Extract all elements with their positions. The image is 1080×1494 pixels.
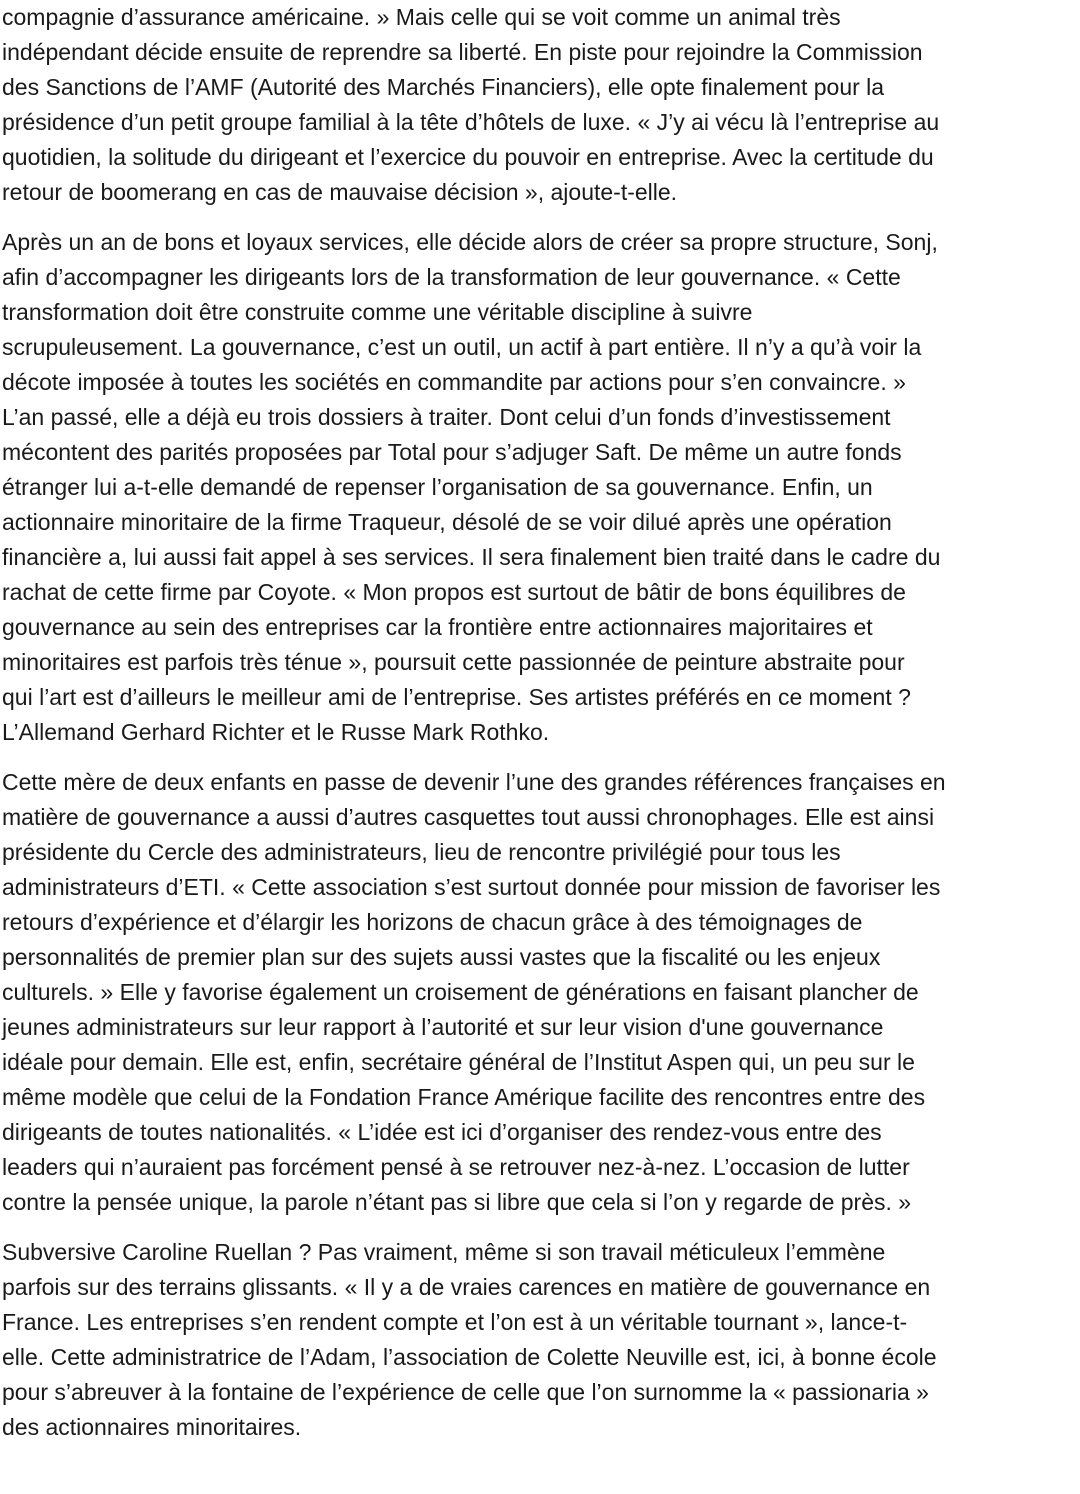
paragraph-3	[2, 765, 1078, 1220]
paragraph-4	[2, 1235, 1078, 1445]
text-line: Cette mère de deux enfants en passe de devenir l’une des grandes références françaises en	[2, 769, 946, 795]
text-line: idéale pour demain. Elle est, enfin, secrétaire général de l’Institut Aspen qui, un peu sur le	[2, 1049, 915, 1075]
text-line: matière de gouvernance a aussi d’autres casquettes tout aussi chronophages. Elle est ainsi	[2, 804, 935, 830]
paragraph-1	[2, 0, 1078, 210]
text-line: décote imposée à toutes les sociétés en commandite par actions pour s’en convaincre. »	[2, 369, 906, 395]
text-line: elle. Cette administratrice de l’Adam, l’association de Colette Neuville est, ici, à bonne école	[2, 1344, 937, 1370]
text-line: présidente du Cercle des administrateurs, lieu de rencontre privilégié pour tous les	[2, 839, 841, 865]
text-line: L’Allemand Gerhard Richter et le Russe Mark Rothko.	[2, 719, 550, 745]
text-line: même modèle que celui de la Fondation France Amérique facilite des rencontres entre des	[2, 1084, 926, 1110]
text-line: minoritaires est parfois très ténue », poursuit cette passionnée de peinture abstraite pour	[2, 649, 905, 675]
text-line: contre la pensée unique, la parole n’étant pas si libre que cela si l’on y regarde de près. »	[2, 1189, 912, 1215]
text-line: Après un an de bons et loyaux services, elle décide alors de créer sa propre structure, Sonj,	[2, 229, 938, 255]
text-line: rachat de cette firme par Coyote. « Mon propos est surtout de bâtir de bons équilibres de	[2, 579, 906, 605]
document-page	[2, 0, 1078, 1460]
text-line: actionnaire minoritaire de la firme Traqueur, désolé de se voir dilué après une opération	[2, 509, 892, 535]
text-line: indépendant décide ensuite de reprendre sa liberté. En piste pour rejoindre la Commission	[2, 39, 923, 65]
text-line: administrateurs d’ETI. « Cette association s’est surtout donnée pour mission de favoriser les	[2, 874, 941, 900]
text-line: mécontent des parités proposées par Total pour s’adjuger Saft. De même un autre fonds	[2, 439, 902, 465]
text-line: parfois sur des terrains glissants. « Il y a de vraies carences en matière de gouvernance en	[2, 1274, 931, 1300]
paragraph-2	[2, 225, 1078, 750]
text-line: France. Les entreprises s’en rendent compte et l’on est à un véritable tournant », lance-t-	[2, 1309, 908, 1335]
text-line: présidence d’un petit groupe familial à la tête d’hôtels de luxe. « J’y ai vécu là l’entreprise au	[2, 109, 940, 135]
text-line: Subversive Caroline Ruellan ? Pas vraiment, même si son travail méticuleux l’emmène	[2, 1239, 886, 1265]
text-line: qui l’art est d’ailleurs le meilleur ami de l’entreprise. Ses artistes préférés en ce moment ?	[2, 684, 911, 710]
text-line: des Sanctions de l’AMF (Autorité des Marchés Financiers), elle opte finalement pour la	[2, 74, 885, 100]
text-line: des actionnaires minoritaires.	[2, 1414, 302, 1440]
text-line: jeunes administrateurs sur leur rapport à l’autorité et sur leur vision d'une gouvernance	[2, 1014, 884, 1040]
text-line: gouvernance au sein des entreprises car la frontière entre actionnaires majoritaires et	[2, 614, 873, 640]
text-line: transformation doit être construite comme une véritable discipline à suivre	[2, 299, 753, 325]
text-line: retour de boomerang en cas de mauvaise décision », ajoute-t-elle.	[2, 179, 678, 205]
text-line: quotidien, la solitude du dirigeant et l’exercice du pouvoir en entreprise. Avec la certitude du	[2, 144, 934, 170]
text-line: scrupuleusement. La gouvernance, c’est un outil, un actif à part entière. Il n’y a qu’à voir la	[2, 334, 922, 360]
text-line: financière a, lui aussi fait appel à ses services. Il sera finalement bien traité dans le cadre du	[2, 544, 941, 570]
text-line: retours d’expérience et d’élargir les horizons de chacun grâce à des témoignages de	[2, 909, 863, 935]
text-line: dirigeants de toutes nationalités. « L’idée est ici d’organiser des rendez-vous entre des	[2, 1119, 882, 1145]
text-line: afin d’accompagner les dirigeants lors de la transformation de leur gouvernance. « Cette	[2, 264, 901, 290]
text-line: étranger lui a-t-elle demandé de repenser l’organisation de sa gouvernance. Enfin, un	[2, 474, 873, 500]
text-line: L’an passé, elle a déjà eu trois dossiers à traiter. Dont celui d’un fonds d’investissement	[2, 404, 891, 430]
text-line: pour s’abreuver à la fontaine de l’expérience de celle que l’on surnomme la « passionaria »	[2, 1379, 929, 1405]
text-line: compagnie d’assurance américaine. » Mais celle qui se voit comme un animal très	[2, 4, 841, 30]
text-line: culturels. » Elle y favorise également un croisement de générations en faisant plancher de	[2, 979, 919, 1005]
text-line: leaders qui n’auraient pas forcément pensé à se retrouver nez-à-nez. L’occasion de lutter	[2, 1154, 910, 1180]
text-line: personnalités de premier plan sur des sujets aussi vastes que la fiscalité ou les enjeux	[2, 944, 881, 970]
